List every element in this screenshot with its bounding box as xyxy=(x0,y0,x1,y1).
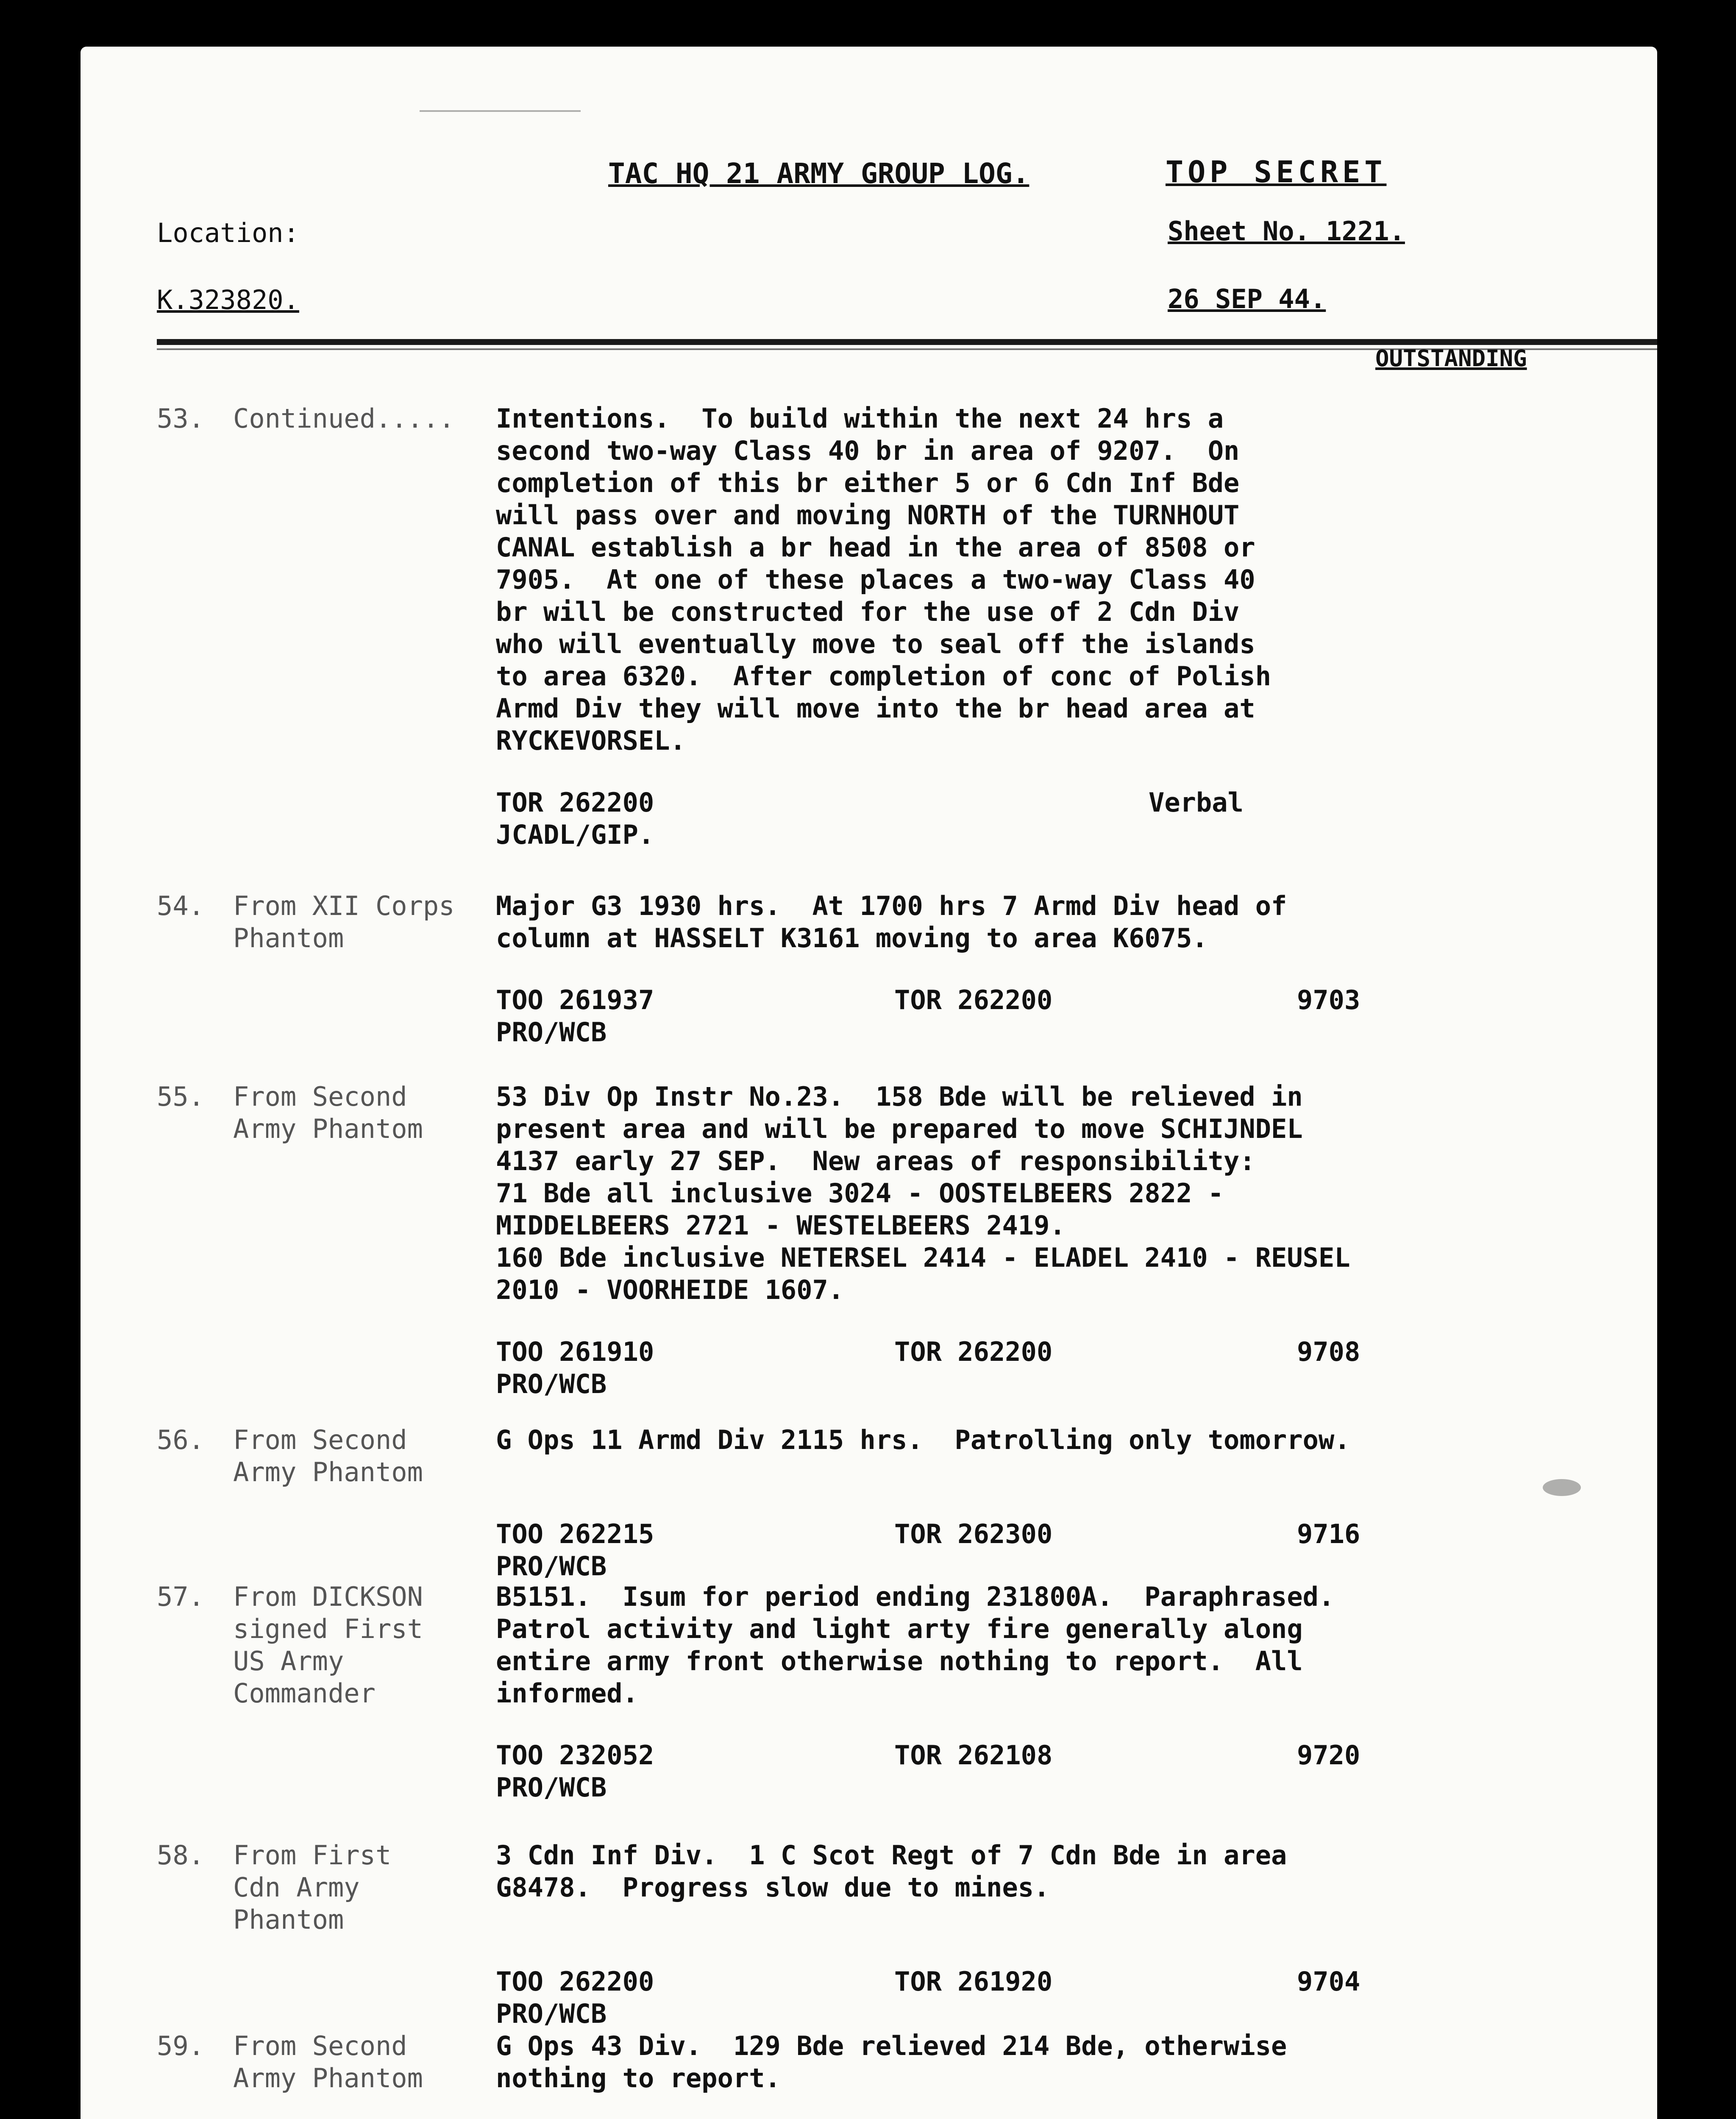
entry-tor: TOR 262300 xyxy=(894,1518,1053,1549)
sheet-number: Sheet No. 1221. xyxy=(1168,216,1405,247)
entry-text-line: B5151. Isum for period ending 231800A. Paraphrased. xyxy=(496,1581,1335,1612)
entry-tor: TOR 262108 xyxy=(894,1740,1053,1771)
entry-reference: Verbal xyxy=(1149,787,1244,818)
entry-too: TOR 262200 xyxy=(496,787,654,818)
entry-source: Army Phantom xyxy=(233,1457,423,1488)
entry-text-line: completion of this br either 5 or 6 Cdn Inf Bde xyxy=(496,467,1240,498)
entry-text-line: G Ops 43 Div. 129 Bde relieved 214 Bde, otherwise xyxy=(496,2030,1287,2061)
entry-operator: PRO/WCB xyxy=(496,1998,607,2029)
entry-source: From Second xyxy=(233,2030,407,2061)
entry-text-line: column at HASSELT K3161 moving to area K6075. xyxy=(496,923,1208,954)
outstanding-heading: OUTSTANDING xyxy=(1375,345,1527,372)
entry-text-line: G Ops 11 Armd Div 2115 hrs. Patrolling only tomorrow. xyxy=(496,1424,1350,1455)
entry-text-line: 53 Div Op Instr No.23. 158 Bde will be relieved in xyxy=(496,1081,1303,1112)
entry-text-line: who will eventually move to seal off the islands xyxy=(496,628,1255,659)
entry-text-line: 2010 - VOORHEIDE 1607. xyxy=(496,1274,844,1305)
entry-tor: TOR 262200 xyxy=(894,1336,1053,1367)
entry-text-line: 4137 early 27 SEP. New areas of responsibility: xyxy=(496,1146,1255,1176)
entry-text-line: MIDDELBEERS 2721 - WESTELBEERS 2419. xyxy=(496,1210,1066,1241)
entry-source: Army Phantom xyxy=(233,1113,423,1144)
scan-smudge xyxy=(1543,1479,1581,1496)
entry-operator: PRO/WCB xyxy=(496,1551,607,1582)
entry-source: Continued..... xyxy=(233,403,455,434)
entry-too: TOO 232052 xyxy=(496,1740,654,1771)
entry-text-line: to area 6320. After completion of conc of Polish xyxy=(496,661,1271,692)
log-sheet xyxy=(81,47,1657,2119)
entry-too: TOO 261937 xyxy=(496,984,654,1015)
entry-source: Phantom xyxy=(233,1904,344,1935)
entry-reference: 9704 xyxy=(1297,1966,1360,1997)
entry-text-line: 71 Bde all inclusive 3024 - OOSTELBEERS 2822 - xyxy=(496,1178,1224,1209)
entry-operator: JCADL/GIP. xyxy=(496,819,654,850)
location-label: Location: xyxy=(157,217,299,248)
entry-number: 57. xyxy=(157,1581,204,1612)
entry-text-line: br will be constructed for the use of 2 Cdn Div xyxy=(496,596,1240,627)
entry-operator: PRO/WCB xyxy=(496,1017,607,1048)
scan-mark xyxy=(420,110,581,112)
entry-text-line: Intentions. To build within the next 24 hrs a xyxy=(496,403,1224,434)
entry-text-line: will pass over and moving NORTH of the TURNHOUT xyxy=(496,500,1240,531)
entry-source: signed First xyxy=(233,1613,423,1644)
entry-too: TOO 262200 xyxy=(496,1966,654,1997)
entry-text-line: Armd Div they will move into the br head area at xyxy=(496,693,1255,724)
entry-text-line: present area and will be prepared to move SCHIJNDEL xyxy=(496,1113,1303,1144)
entry-number: 56. xyxy=(157,1424,204,1455)
entry-tor: TOR 261920 xyxy=(894,1966,1053,1997)
entry-number: 53. xyxy=(157,403,204,434)
entry-source: From XII Corps xyxy=(233,890,455,921)
entry-tor: TOR 262200 xyxy=(894,984,1053,1015)
entry-text-line: Major G3 1930 hrs. At 1700 hrs 7 Armd Div head of xyxy=(496,890,1287,921)
entry-reference: 9703 xyxy=(1297,984,1360,1015)
entry-text-line: Patrol activity and light arty fire generally along xyxy=(496,1613,1303,1644)
entry-source: Commander xyxy=(233,1678,376,1709)
log-title: TAC HQ 21 ARMY GROUP LOG. xyxy=(608,157,1029,190)
entry-text-line: G8478. Progress slow due to mines. xyxy=(496,1872,1050,1903)
classification: TOP SECRET xyxy=(1166,155,1387,189)
entry-text-line: informed. xyxy=(496,1678,638,1709)
entry-source: From Second xyxy=(233,1424,407,1455)
entry-text-line: 3 Cdn Inf Div. 1 C Scot Regt of 7 Cdn Bde in area xyxy=(496,1840,1287,1871)
entry-operator: PRO/WCB xyxy=(496,1772,607,1803)
entry-too: TOO 262215 xyxy=(496,1518,654,1549)
entry-reference: 9716 xyxy=(1297,1518,1360,1549)
entry-text-line: 160 Bde inclusive NETERSEL 2414 - ELADEL 2410 - REUSEL xyxy=(496,1242,1350,1273)
entry-text-line: entire army front otherwise nothing to report. All xyxy=(496,1646,1303,1677)
entry-source: US Army xyxy=(233,1646,344,1677)
entry-number: 54. xyxy=(157,890,204,921)
entry-source: Cdn Army xyxy=(233,1872,360,1903)
entry-source: From Second xyxy=(233,1081,407,1112)
entry-source: Army Phantom xyxy=(233,2063,423,2094)
entry-reference: 9708 xyxy=(1297,1336,1360,1367)
entry-operator: PRO/WCB xyxy=(496,1368,607,1399)
entry-text-line: 7905. At one of these places a two-way Class 40 xyxy=(496,564,1255,595)
entry-number: 58. xyxy=(157,1840,204,1871)
entry-text-line: CANAL establish a br head in the area of 8508 or xyxy=(496,532,1255,563)
entry-number: 55. xyxy=(157,1081,204,1112)
location-value: K.323820. xyxy=(157,284,299,315)
entry-too: TOO 261910 xyxy=(496,1336,654,1367)
entry-text-line: second two-way Class 40 br in area of 9207. On xyxy=(496,435,1240,466)
log-date: 26 SEP 44. xyxy=(1168,284,1326,314)
entry-text-line: RYCKEVORSEL. xyxy=(496,725,686,756)
entry-reference: 9720 xyxy=(1297,1740,1360,1771)
entry-number: 59. xyxy=(157,2030,204,2061)
entry-source: Phantom xyxy=(233,923,344,954)
entry-text-line: nothing to report. xyxy=(496,2063,781,2094)
entry-source: From First xyxy=(233,1840,392,1871)
entry-source: From DICKSON xyxy=(233,1581,423,1612)
